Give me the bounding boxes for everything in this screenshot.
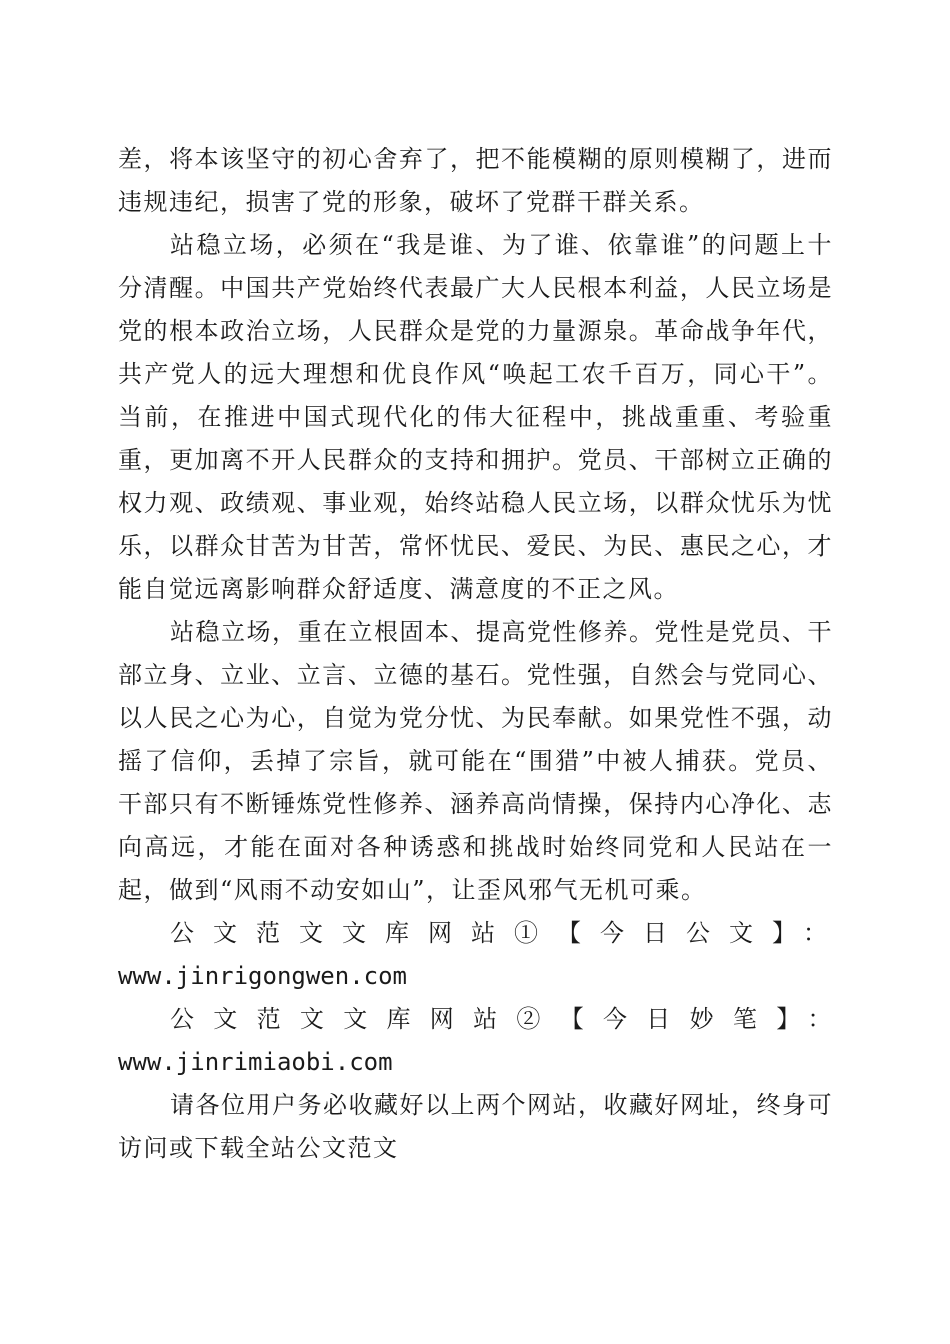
- site2-label: 公文范文文库网站②【今日妙笔】：: [170, 1005, 833, 1033]
- site1-url: www.jinrigongwen.com: [118, 962, 407, 990]
- bookmark-notice: 请各位用户务必收藏好以上两个网站，收藏好网址，终身可访问或下载全站公文范文: [118, 1091, 833, 1162]
- paragraph-party-spirit: 站稳立场，重在立根固本、提高党性修养。党性是党员、干部立身、立业、立言、立德的基石。党性强，自然会与党同心、以人民之心为心，自觉为党分忧、为民奉献。如果党性不强，动摇了信仰，丢掉了宗旨，就可能在“围猎”中被人捕获。党员、干部只有不断锤炼党性修养、涵养高尚情操，保持内心净化、志向高远，才能在面对各种诱惑和挑战时始终同党和人民站在一起，做到“风雨不动安如山”，让歪风邪气无机可乘。: [118, 618, 833, 904]
- site1-label: 公文范文文库网站①【今日公文】：: [170, 919, 833, 947]
- document-body: [118, 138, 833, 1170]
- paragraph-continued: 差，将本该坚守的初心舍弃了，把不能模糊的原则模糊了，进而违规违纪，损害了党的形象，破坏了党群干群关系。: [118, 145, 833, 216]
- site2-line: [118, 998, 833, 1084]
- site2-url: www.jinrimiaobi.com: [118, 1048, 393, 1076]
- paragraph-people-stance: 站稳立场，必须在“我是谁、为了谁、依靠谁”的问题上十分清醒。中国共产党始终代表最广大人民根本利益，人民立场是党的根本政治立场，人民群众是党的力量源泉。革命战争年代，共产党人的远大理想和优良作风“唤起工农千百万，同心干”。当前，在推进中国式现代化的伟大征程中，挑战重重、考验重重，更加离不开人民群众的支持和拥护。党员、干部树立正确的权力观、政绩观、事业观，始终站稳人民立场，以群众忧乐为忧乐，以群众甘苦为甘苦，常怀忧民、爱民、为民、惠民之心，才能自觉远离影响群众舒适度、满意度的不正之风。: [118, 231, 833, 603]
